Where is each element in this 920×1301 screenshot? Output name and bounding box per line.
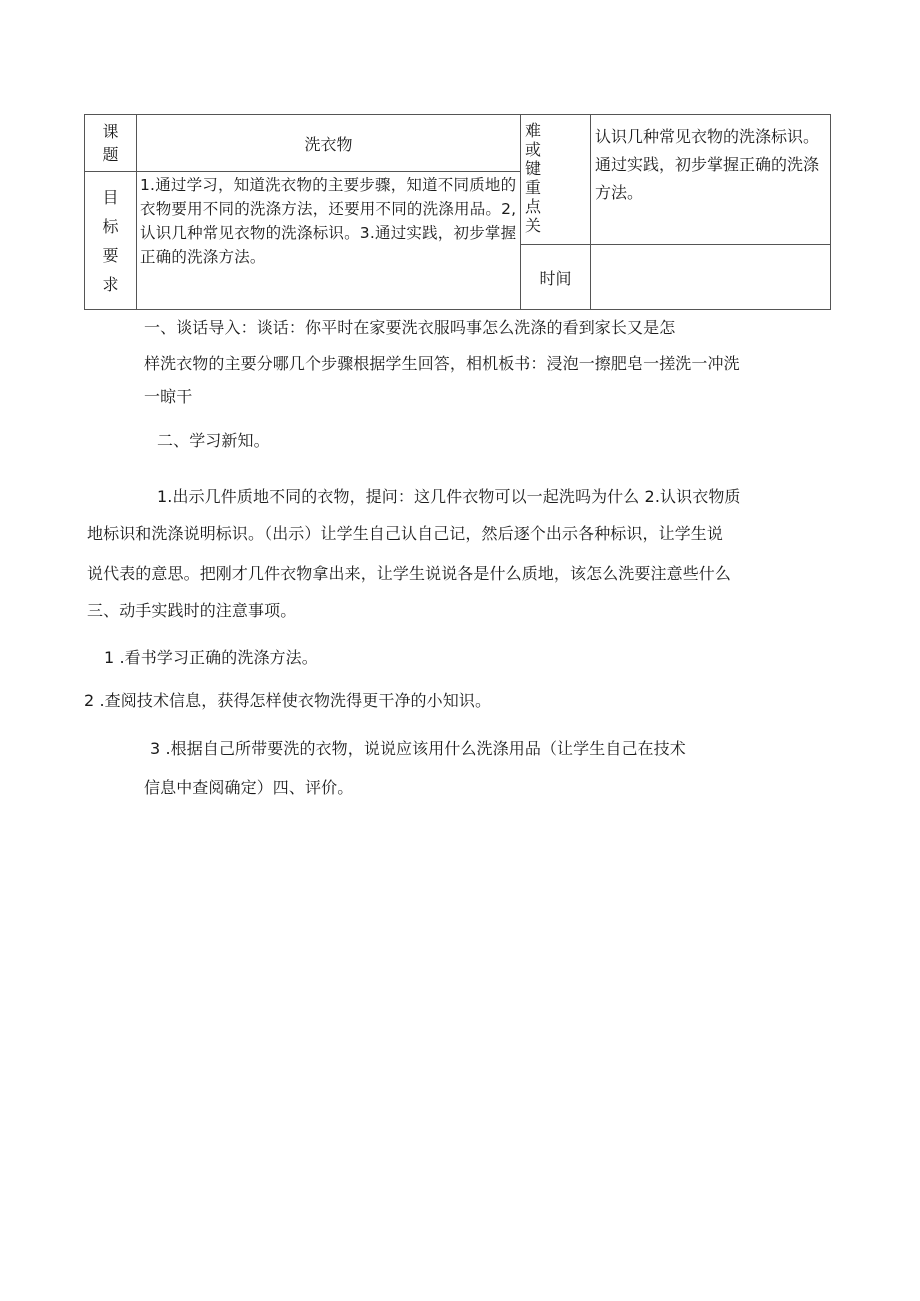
- subject-title: 洗衣物: [304, 134, 353, 154]
- subject-title-cell: [137, 115, 521, 172]
- key-points-cell: [591, 115, 831, 245]
- time-label-cell: [521, 245, 591, 310]
- intro-line-1: 一、谈话导入：谈话：你平时在家要洗衣服吗事怎么洗涤的看到家长又是怎: [144, 318, 676, 337]
- goals-cell: [137, 172, 521, 310]
- section-2-line-1: 1.出示几件质地不同的衣物，提问：这几件衣物可以一起洗吗为什么 2.认识衣物质: [157, 487, 741, 506]
- section-2-line-2: 地标识和洗涤说明标识。（出示）让学生自己认自己记，然后逐个出示各种标识，让学生说: [87, 524, 724, 543]
- time-label: 时间: [539, 268, 572, 288]
- section-2-line-3: 说代表的意思。把刚才几件衣物拿出来，让学生说说各是什么质地，该怎么洗要注意些什么: [87, 564, 732, 583]
- key-points-label-cell: [521, 115, 591, 245]
- key-points-text: 认识几种常见衣物的洗涤标识。通过实践，初步掌握正确的洗涤方法。: [595, 127, 820, 202]
- table-row: [85, 115, 831, 172]
- goals-text: 1.通过学习，知道洗衣物的主要步骤，知道不同质地的衣物要用不同的洗涤方法，还要用不同的洗涤用品。2,认识几种常见衣物的洗涤标识。3.通过实践，初步掌握正确的洗涤方法。: [140, 176, 517, 266]
- intro-line-3: 一晾干: [144, 387, 193, 406]
- goals-label-cell: [85, 172, 137, 310]
- subject-label: 课 题: [102, 122, 119, 164]
- time-value-cell: [591, 245, 831, 310]
- key-points-label: 难 或 键 重 点 关: [525, 121, 542, 235]
- subject-label-cell: [85, 115, 137, 172]
- lesson-plan-table: [84, 114, 831, 310]
- step-2: 2 .查阅技术信息，获得怎样使衣物洗得更干净的小知识。: [84, 691, 492, 710]
- step-3-line-2: 信息中查阅确定）四、评价。: [144, 778, 354, 797]
- section-2-heading: 二、学习新知。: [157, 431, 270, 450]
- section-3-heading: 三、动手实践时的注意事项。: [87, 601, 297, 620]
- step-3-line-1: 3 .根据自己所带要洗的衣物，说说应该用什么洗涤用品（让学生自己在技术: [150, 739, 686, 758]
- step-1: 1 .看书学习正确的洗涤方法。: [104, 648, 318, 667]
- intro-line-2: 样洗衣物的主要分哪几个步骤根据学生回答，相机板书：浸泡一擦肥皂一搓洗一冲洗: [144, 354, 740, 373]
- goals-label: 目 标 要 求: [102, 187, 119, 294]
